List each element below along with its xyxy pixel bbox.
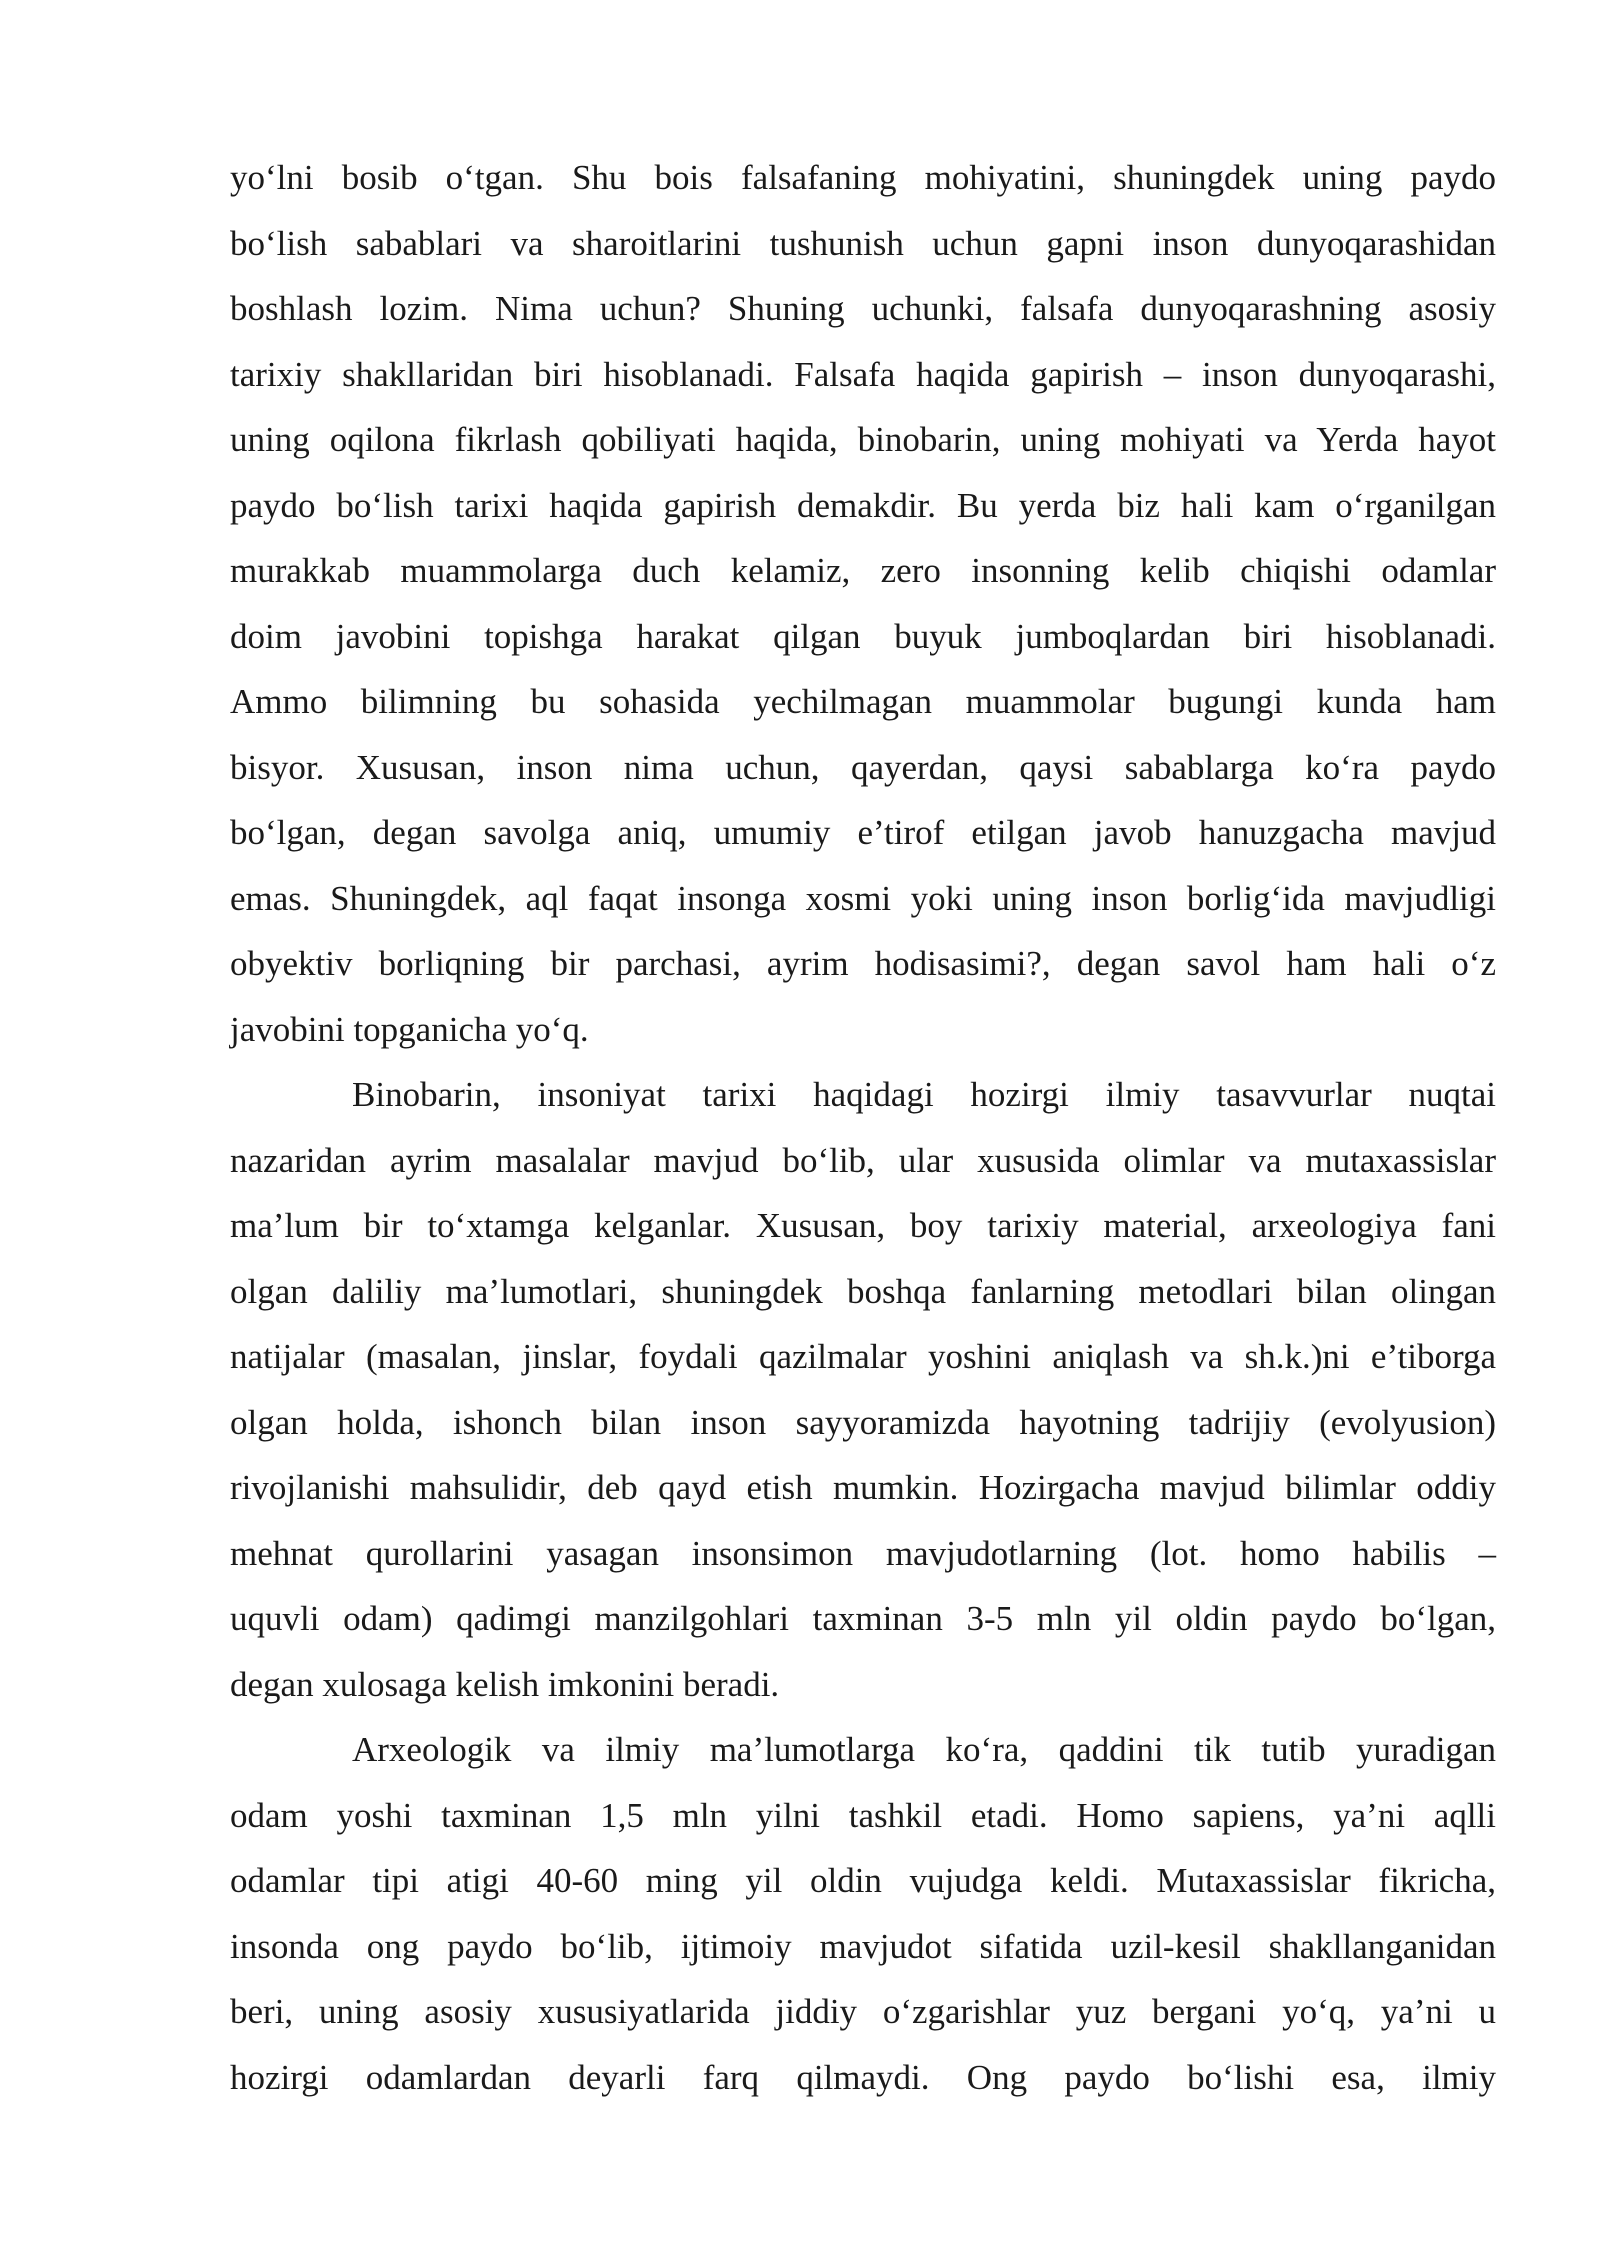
text-line: emas. Shuningdek, aql faqat insonga xosmi yoki uning inson borlig‘ida mavjudligi xyxy=(230,878,1496,918)
text-line: odam yoshi taxminan 1,5 mln yilni tashkil etadi. Homo sapiens, ya’ni aqlli xyxy=(230,1795,1496,1835)
document-page xyxy=(230,145,1496,2110)
text-line: bo‘lgan, degan savolga aniq, umumiy e’tirof etilgan javob hanuzgacha mavjud xyxy=(230,813,1496,852)
text-line: odamlar tipi atigi 40-60 ming yil oldin vujudga keldi. Mutaxassislar fikricha, xyxy=(230,1861,1496,1900)
text-line: ma’lum bir to‘xtamga kelganlar. Xususan, boy tarixiy material, arxeologiya fani xyxy=(230,1206,1496,1245)
text-line: uning oqilona fikrlash qobiliyati haqida, binobarin, uning mohiyati va Yerda hayot xyxy=(230,420,1496,459)
text-line: Arxeologik va ilmiy ma’lumotlarga ko‘ra, qaddini tik tutib yuradigan xyxy=(352,1730,1496,1769)
text-line: insonda ong paydo bo‘lib, ijtimoiy mavjudot sifatida uzil-kesil shakllanganidan xyxy=(230,1926,1496,1966)
text-line: boshlash lozim. Nima uchun? Shuning uchunki, falsafa dunyoqarashning asosiy xyxy=(230,289,1496,328)
text-line: tarixiy shakllaridan biri hisoblanadi. Falsafa haqida gapirish – inson dunyoqarashi, xyxy=(230,354,1496,394)
text-line: mehnat qurollarini yasagan insonsimon mavjudotlarning (lot. homo habilis – xyxy=(230,1533,1496,1573)
text-line: hozirgi odamlardan deyarli farq qilmaydi. Ong paydo bo‘lishi esa, ilmiy xyxy=(230,2057,1496,2097)
text-line: rivojlanishi mahsulidir, deb qayd etish mumkin. Hozirgacha mavjud bilimlar oddiy xyxy=(230,1468,1496,1507)
text-line: olgan holda, ishonch bilan inson sayyoramizda hayotning tadrijiy (evolyusion) xyxy=(230,1402,1496,1442)
text-line: bisyor. Xususan, inson nima uchun, qayerdan, qaysi sabablarga ko‘ra paydo xyxy=(230,747,1496,787)
text-line: Binobarin, insoniyat tarixi haqidagi hozirgi ilmiy tasavvurlar nuqtai xyxy=(352,1075,1496,1114)
text-line: natijalar (masalan, jinslar, foydali qazilmalar yoshini aniqlash va sh.k.)ni e’tiborga xyxy=(230,1337,1496,1376)
text-line: paydo bo‘lish tarixi haqida gapirish demakdir. Bu yerda biz hali kam o‘rganilgan xyxy=(230,485,1496,525)
text-line: yo‘lni bosib o‘tgan. Shu bois falsafaning mohiyatini, shuningdek uning paydo xyxy=(230,158,1496,197)
text-line: beri, uning asosiy xususiyatlarida jiddiy o‘zgarishlar yuz bergani yo‘q, ya’ni u xyxy=(230,1992,1496,2031)
text-line: Ammo bilimning bu sohasida yechilmagan muammolar bugungi kunda ham xyxy=(230,682,1496,721)
text-line: obyektiv borliqning bir parchasi, ayrim hodisasimi?, degan savol ham hali o‘z xyxy=(230,944,1496,983)
text-line: murakkab muammolarga duch kelamiz, zero insonning kelib chiqishi odamlar xyxy=(230,551,1496,590)
text-line: uquvli odam) qadimgi manzilgohlari taxminan 3-5 mln yil oldin paydo bo‘lgan, xyxy=(230,1599,1496,1638)
text-line: olgan daliliy ma’lumotlari, shuningdek boshqa fanlarning metodlari bilan olingan xyxy=(230,1271,1496,1311)
paragraph-1 xyxy=(230,145,1496,1062)
paragraph-3 xyxy=(230,1717,1496,2110)
text-line: bo‘lish sabablari va sharoitlarini tushunish uchun gapni inson dunyoqarashidan xyxy=(230,223,1496,263)
text-line: javobini topganicha yo‘q. xyxy=(230,1009,589,1049)
text-line: doim javobini topishga harakat qilgan buyuk jumboqlardan biri hisoblanadi. xyxy=(230,616,1496,656)
paragraph-2 xyxy=(230,1062,1496,1717)
text-line: degan xulosaga kelish imkonini beradi. xyxy=(230,1664,780,1704)
text-line: nazaridan ayrim masalalar mavjud bo‘lib, ular xususida olimlar va mutaxassislar xyxy=(230,1140,1496,1180)
